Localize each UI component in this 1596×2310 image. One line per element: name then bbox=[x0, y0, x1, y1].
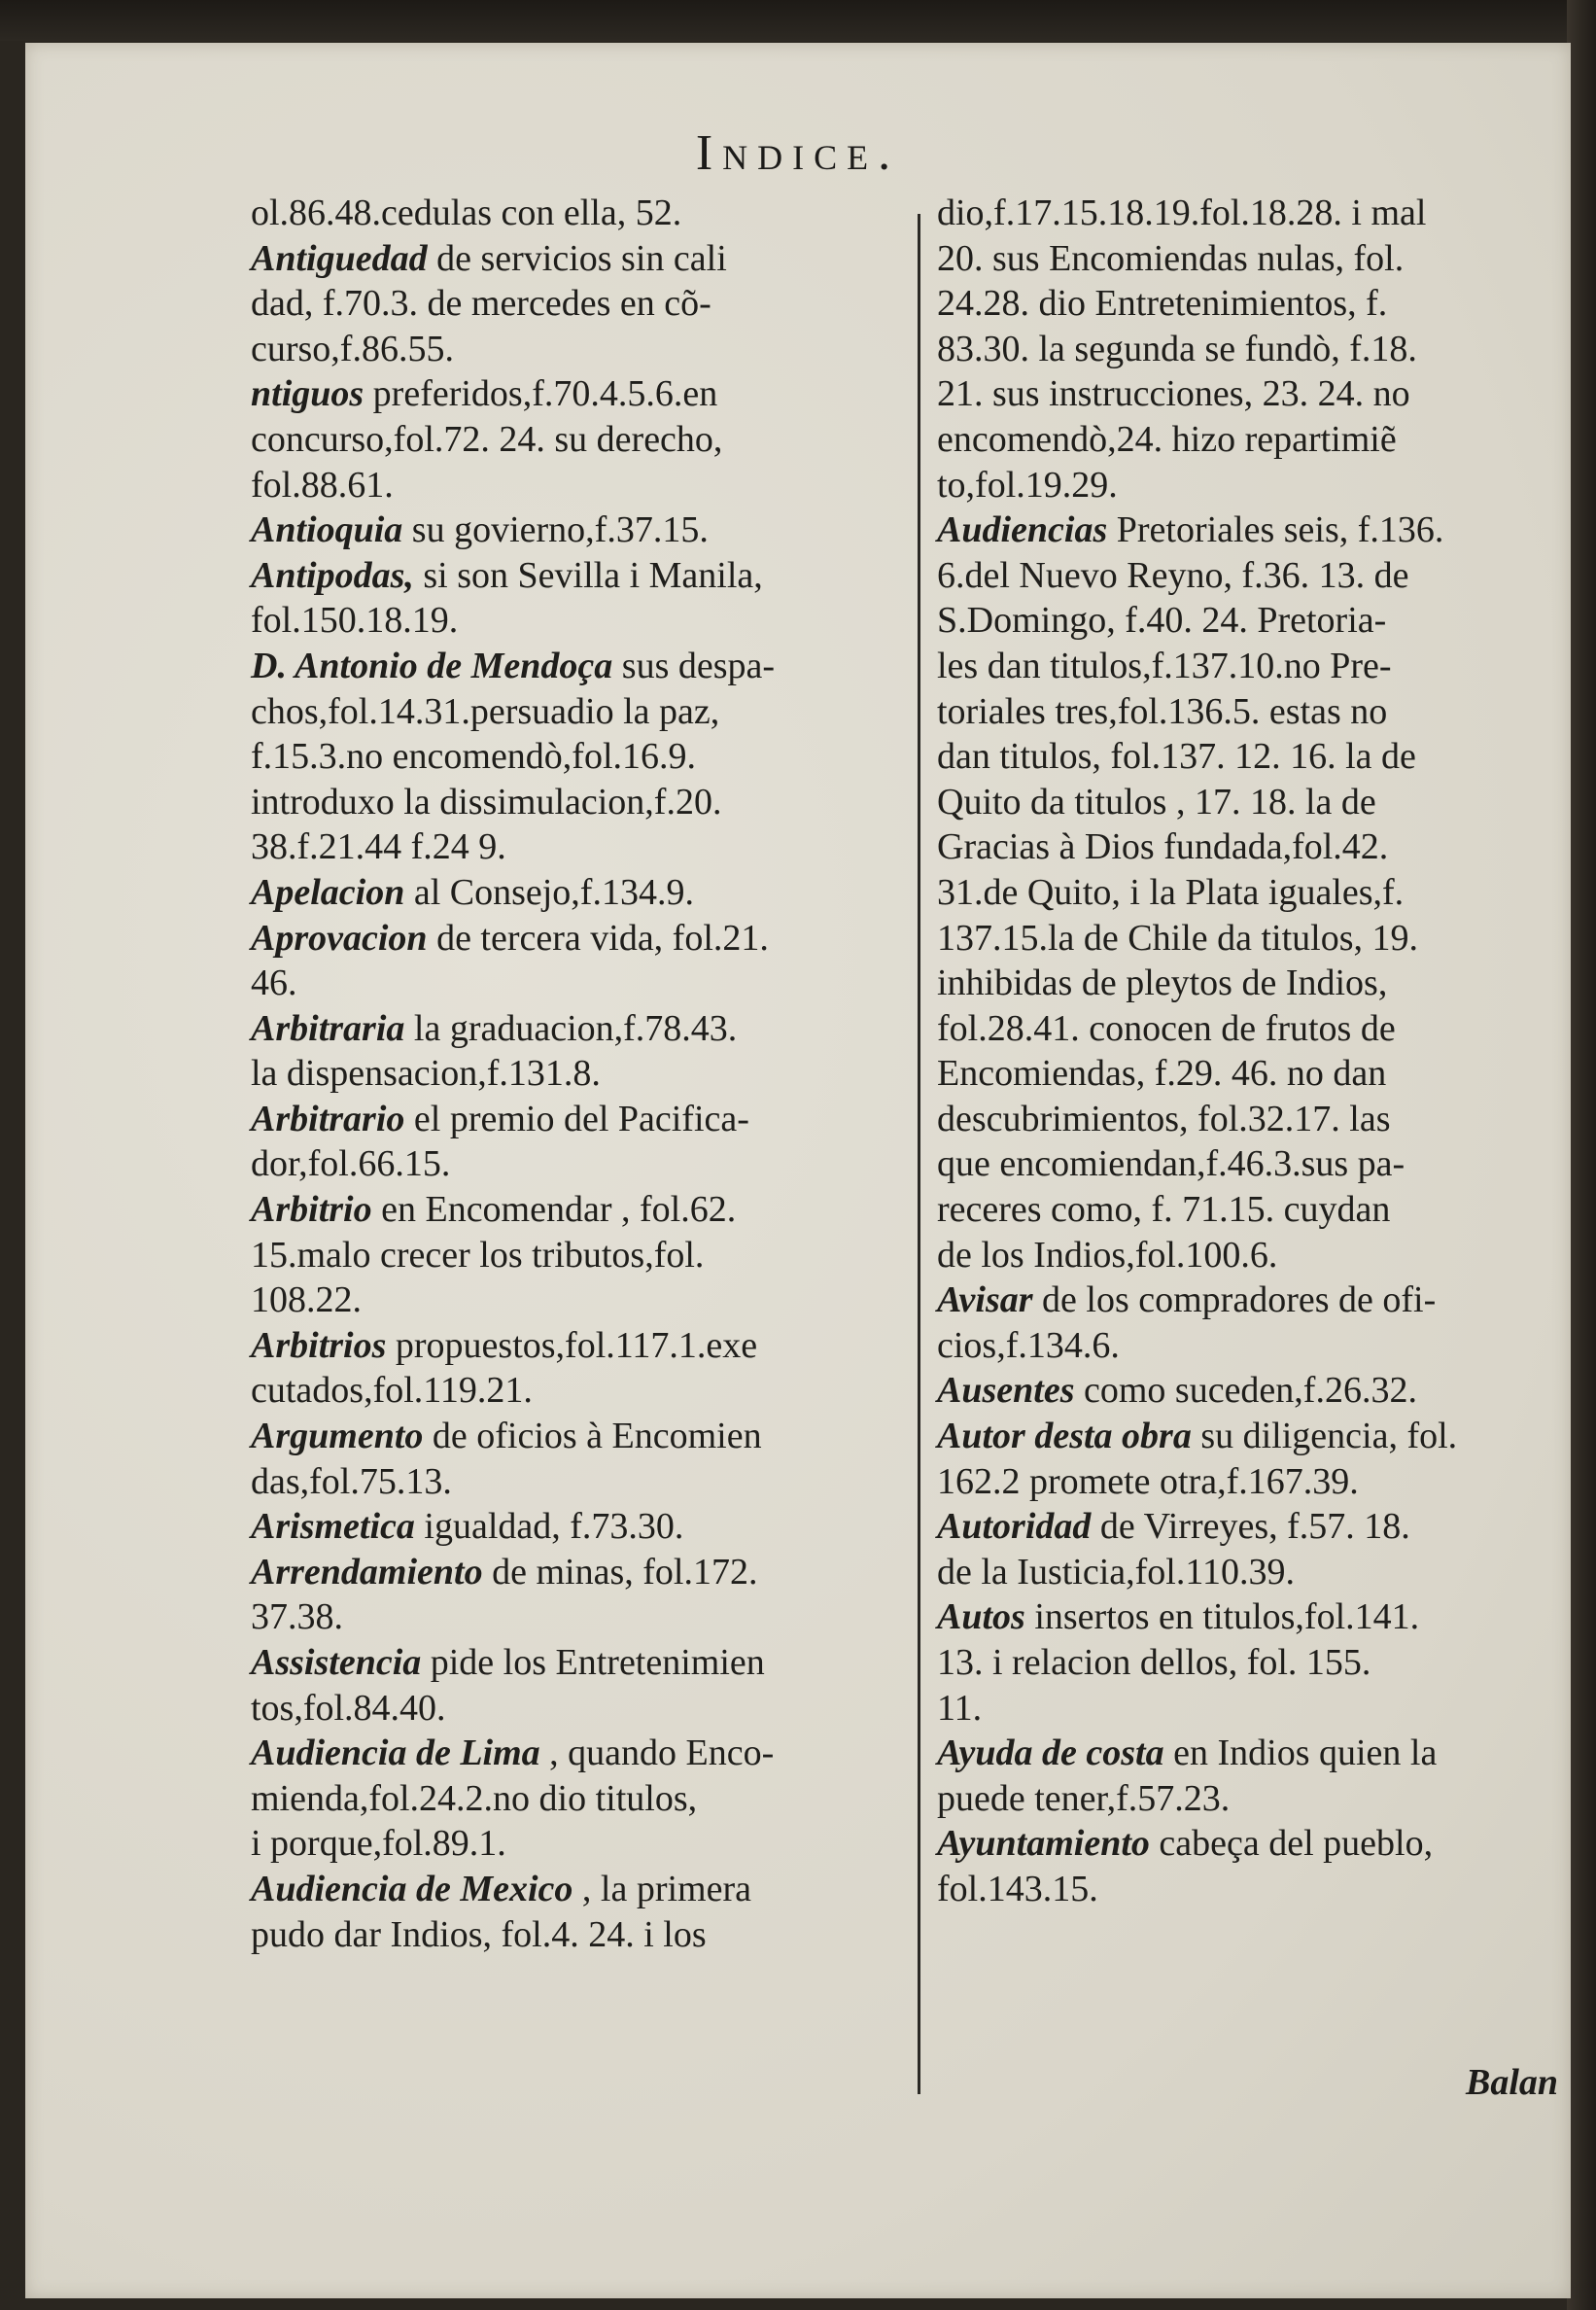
entry-line bbox=[937, 598, 1588, 644]
entry-text: 46. bbox=[251, 962, 297, 1004]
entry-text: pudo dar Indios, fol.4. 24. i los bbox=[251, 1913, 707, 1955]
entry-headword: Antipodas, bbox=[251, 554, 414, 596]
entry-text: 20. sus Encomiendas nulas, fol. bbox=[937, 237, 1405, 279]
entry-headword: Ayuda de costa bbox=[937, 1732, 1164, 1774]
scan-background-top bbox=[0, 0, 1596, 41]
entry-line bbox=[937, 508, 1588, 553]
entry-text: en Indios quien la bbox=[1173, 1732, 1438, 1774]
entry-headword: ntiguos bbox=[251, 373, 364, 415]
entry-headword: Arbitrios bbox=[251, 1324, 387, 1366]
index-entry bbox=[937, 1278, 1588, 1368]
entry-line bbox=[251, 1187, 904, 1233]
entry-text: el premio del Pacifica- bbox=[413, 1098, 749, 1139]
entry-line bbox=[937, 1594, 1588, 1640]
entry-text: de minas, fol.172. bbox=[492, 1551, 758, 1592]
entry-headword: Arbitrario bbox=[251, 1098, 405, 1139]
entry-headword: Apelacion bbox=[251, 871, 405, 913]
entry-line bbox=[937, 734, 1588, 780]
entry-line bbox=[937, 824, 1588, 870]
entry-text: de Virreyes, f.57. 18. bbox=[1099, 1506, 1410, 1548]
entry-text: de oficios à Encomien bbox=[432, 1416, 762, 1457]
entry-line bbox=[251, 1368, 904, 1414]
entry-text: 37.38. bbox=[251, 1596, 343, 1638]
entry-text: , quando Enco- bbox=[549, 1732, 775, 1774]
entry-text: Pretoriales seis, f.136. bbox=[1116, 509, 1444, 551]
entry-text: 108.22. bbox=[251, 1279, 362, 1321]
index-entry bbox=[251, 1640, 904, 1731]
entry-text: dan titulos, fol.137. 12. 16. la de bbox=[937, 736, 1416, 778]
entry-line bbox=[937, 780, 1588, 825]
entry-line bbox=[251, 1414, 904, 1459]
entry-text: to,fol.19.29. bbox=[937, 464, 1118, 506]
entry-text: de tercera vida, fol.21. bbox=[436, 917, 769, 959]
entry-line bbox=[937, 327, 1588, 372]
entry-text: das,fol.75.13. bbox=[251, 1460, 452, 1502]
index-entry bbox=[251, 371, 904, 508]
entry-text: su govierno,f.37.15. bbox=[411, 509, 709, 551]
entry-text: dad, f.70.3. de mercedes en cõ- bbox=[251, 283, 711, 325]
entry-line bbox=[251, 508, 904, 553]
entry-line bbox=[251, 327, 904, 372]
index-entry bbox=[937, 508, 1588, 1278]
entry-line bbox=[251, 1776, 904, 1822]
index-entry bbox=[251, 916, 904, 1006]
entry-text: ol.86.48.cedulas con ella, 52. bbox=[251, 192, 682, 233]
index-entry bbox=[251, 644, 904, 870]
index-entry bbox=[251, 1867, 904, 1957]
entry-line bbox=[937, 1459, 1588, 1505]
entry-line bbox=[937, 371, 1588, 417]
entry-headword: Autos bbox=[937, 1596, 1025, 1638]
column-divider bbox=[918, 214, 920, 2094]
entry-line bbox=[251, 1594, 904, 1640]
entry-line bbox=[937, 1141, 1588, 1187]
index-entry bbox=[251, 1731, 904, 1867]
entry-line bbox=[937, 689, 1588, 735]
entry-line bbox=[251, 281, 904, 327]
entry-headword: Arismetica bbox=[251, 1506, 415, 1548]
index-entry bbox=[937, 1504, 1588, 1594]
entry-line bbox=[937, 236, 1588, 282]
entry-text: cutados,fol.119.21. bbox=[251, 1370, 533, 1412]
index-entry bbox=[251, 236, 904, 372]
entry-headword: Aprovacion bbox=[251, 917, 428, 959]
entry-headword: Ayuntamiento bbox=[937, 1823, 1150, 1865]
entry-text: f.15.3.no encomendò,fol.16.9. bbox=[251, 736, 697, 778]
entry-headword: Audiencia de Lima bbox=[251, 1732, 540, 1774]
entry-line bbox=[251, 689, 904, 735]
entry-headword: Arrendamiento bbox=[251, 1551, 483, 1592]
entry-line bbox=[937, 1776, 1588, 1822]
entry-line bbox=[251, 1912, 904, 1958]
entry-text: propuestos,fol.117.1.exe bbox=[395, 1324, 758, 1366]
entry-text: que encomiendan,f.46.3.sus pa- bbox=[937, 1143, 1405, 1185]
index-entry bbox=[937, 1368, 1588, 1414]
entry-text: introduxo la dissimulacion,f.20. bbox=[251, 781, 722, 822]
index-entry bbox=[251, 870, 904, 916]
entry-line bbox=[937, 553, 1588, 599]
entry-text: 21. sus instrucciones, 23. 24. no bbox=[937, 373, 1410, 415]
entry-text: , la primera bbox=[581, 1868, 751, 1909]
entry-headword: Arbitraria bbox=[251, 1007, 405, 1049]
entry-line bbox=[251, 417, 904, 463]
index-entry bbox=[251, 508, 904, 553]
entry-text: toriales tres,fol.136.5. estas no bbox=[937, 690, 1388, 732]
entry-line bbox=[251, 191, 904, 236]
entry-text: de los compradores de ofi- bbox=[1042, 1279, 1437, 1321]
entry-headword: Assistencia bbox=[251, 1642, 422, 1683]
entry-text: 38.f.21.44 f.24 9. bbox=[251, 826, 506, 868]
entry-text: igualdad, f.73.30. bbox=[424, 1506, 684, 1548]
entry-text: fol.88.61. bbox=[251, 464, 394, 506]
entry-line bbox=[251, 916, 904, 962]
entry-line bbox=[937, 1368, 1588, 1414]
entry-text: 31.de Quito, i la Plata iguales,f. bbox=[937, 871, 1405, 913]
entry-headword: Autor desta obra bbox=[937, 1416, 1192, 1457]
entry-text: 6.del Nuevo Reyno, f.36. 13. de bbox=[937, 554, 1409, 596]
entry-line bbox=[937, 1051, 1588, 1097]
entry-headword: Antiguedad bbox=[251, 237, 428, 279]
entry-text: como suceden,f.26.32. bbox=[1083, 1370, 1417, 1412]
entry-text: mienda,fol.24.2.no dio titulos, bbox=[251, 1777, 698, 1819]
entry-text: 137.15.la de Chile da titulos, 19. bbox=[937, 917, 1419, 959]
entry-headword: Arbitrio bbox=[251, 1189, 372, 1231]
entry-text: encomendò,24. hizo repartimiẽ bbox=[937, 418, 1397, 460]
index-entry bbox=[251, 1187, 904, 1323]
entry-text: descubrimientos, fol.32.17. las bbox=[937, 1098, 1391, 1139]
entry-line bbox=[251, 644, 904, 689]
entry-line bbox=[937, 417, 1588, 463]
entry-line bbox=[937, 1821, 1588, 1867]
entry-text: 15.malo crecer los tributos,fol. bbox=[251, 1234, 705, 1276]
entry-text: de los Indios,fol.100.6. bbox=[937, 1234, 1278, 1276]
entry-line bbox=[937, 1006, 1588, 1052]
entry-line bbox=[937, 191, 1588, 236]
entry-line bbox=[937, 916, 1588, 962]
index-entry bbox=[937, 1821, 1588, 1911]
entry-line bbox=[251, 1278, 904, 1323]
entry-line bbox=[251, 1051, 904, 1097]
index-entry bbox=[251, 1414, 904, 1504]
entry-line bbox=[251, 1141, 904, 1187]
entry-headword: Antioquia bbox=[251, 509, 403, 551]
entry-line bbox=[937, 1414, 1588, 1459]
index-entry bbox=[937, 1731, 1588, 1821]
entry-line bbox=[251, 553, 904, 599]
entry-line bbox=[251, 1504, 904, 1550]
entry-headword: Argumento bbox=[251, 1416, 424, 1457]
entry-line bbox=[937, 1731, 1588, 1776]
entry-headword: Avisar bbox=[937, 1279, 1033, 1321]
index-entry bbox=[937, 191, 1588, 508]
entry-text: 13. i relacion dellos, fol. 155. bbox=[937, 1642, 1371, 1683]
entry-headword: Ausentes bbox=[937, 1370, 1075, 1412]
entry-text: receres como, f. 71.15. cuydan bbox=[937, 1189, 1391, 1231]
right-column bbox=[937, 191, 1588, 1912]
entry-text: concurso,fol.72. 24. su derecho, bbox=[251, 418, 723, 460]
entry-line bbox=[251, 1323, 904, 1369]
entry-line bbox=[937, 1686, 1588, 1732]
entry-text: 11. bbox=[937, 1687, 983, 1729]
entry-line bbox=[251, 780, 904, 825]
entry-line bbox=[937, 1187, 1588, 1233]
entry-text: de la Iusticia,fol.110.39. bbox=[937, 1551, 1295, 1592]
entry-headword: Autoridad bbox=[937, 1506, 1092, 1548]
entry-line bbox=[251, 1459, 904, 1505]
index-entry bbox=[251, 1097, 904, 1187]
index-entry bbox=[251, 1504, 904, 1550]
entry-line bbox=[251, 463, 904, 508]
entry-text: preferidos,f.70.4.5.6.en bbox=[372, 373, 718, 415]
entry-headword: Audiencias bbox=[937, 509, 1108, 551]
entry-line bbox=[937, 1323, 1588, 1369]
entry-headword: Audiencia de Mexico bbox=[251, 1868, 573, 1909]
entry-text: S.Domingo, f.40. 24. Pretoria- bbox=[937, 600, 1387, 642]
entry-line bbox=[937, 1640, 1588, 1686]
entry-line bbox=[937, 1097, 1588, 1142]
left-column bbox=[251, 191, 904, 1957]
entry-line bbox=[251, 961, 904, 1006]
entry-line bbox=[937, 1504, 1588, 1550]
entry-text: insertos en titulos,fol.141. bbox=[1034, 1596, 1420, 1638]
entry-text: 83.30. la segunda se fundò, f.18. bbox=[937, 328, 1417, 369]
entry-text: Quito da titulos , 17. 18. la de bbox=[937, 781, 1376, 822]
entry-text: cios,f.134.6. bbox=[937, 1324, 1120, 1366]
entry-text: les dan titulos,f.137.10.no Pre- bbox=[937, 645, 1392, 686]
entry-text: 162.2 promete otra,f.167.39. bbox=[937, 1460, 1359, 1502]
entry-text: i porque,fol.89.1. bbox=[251, 1823, 506, 1865]
entry-line bbox=[251, 1006, 904, 1052]
entry-text: curso,f.86.55. bbox=[251, 328, 454, 369]
entry-text: Encomiendas, f.29. 46. no dan bbox=[937, 1053, 1387, 1095]
index-entry bbox=[251, 1550, 904, 1640]
entry-text: pide los Entretenimien bbox=[430, 1642, 765, 1683]
entry-line bbox=[251, 1686, 904, 1732]
entry-line bbox=[251, 1097, 904, 1142]
entry-text: fol.143.15. bbox=[937, 1868, 1098, 1909]
entry-text: dio,f.17.15.18.19.fol.18.28. i mal bbox=[937, 192, 1427, 233]
entry-line bbox=[937, 463, 1588, 508]
entry-line bbox=[251, 598, 904, 644]
entry-text: puede tener,f.57.23. bbox=[937, 1777, 1231, 1819]
entry-line bbox=[251, 371, 904, 417]
entry-line bbox=[937, 1278, 1588, 1323]
entry-line bbox=[251, 1821, 904, 1867]
index-entry bbox=[251, 553, 904, 644]
index-entry bbox=[251, 1323, 904, 1414]
catchword: Balan bbox=[1466, 2062, 1559, 2103]
entry-line bbox=[251, 1867, 904, 1912]
entry-text: 24.28. dio Entretenimientos, f. bbox=[937, 283, 1388, 325]
entry-text: sus despa- bbox=[621, 645, 776, 686]
entry-headword: D. Antonio de Mendoça bbox=[251, 645, 613, 686]
entry-text: su diligencia, fol. bbox=[1200, 1416, 1458, 1457]
entry-text: la dispensacion,f.131.8. bbox=[251, 1053, 601, 1095]
entry-text: dor,fol.66.15. bbox=[251, 1143, 451, 1185]
index-entry bbox=[251, 191, 904, 236]
entry-line bbox=[937, 281, 1588, 327]
entry-text: al Consejo,f.134.9. bbox=[413, 871, 694, 913]
entry-line bbox=[251, 1731, 904, 1776]
entry-text: cabeça del pueblo, bbox=[1159, 1823, 1434, 1865]
entry-text: fol.28.41. conocen de frutos de bbox=[937, 1007, 1396, 1049]
entry-line bbox=[251, 734, 904, 780]
entry-line bbox=[251, 1233, 904, 1278]
entry-line bbox=[937, 644, 1588, 689]
entry-line bbox=[251, 236, 904, 282]
entry-text: fol.150.18.19. bbox=[251, 600, 459, 642]
entry-text: de servicios sin cali bbox=[436, 237, 727, 279]
entry-text: la graduacion,f.78.43. bbox=[413, 1007, 738, 1049]
entry-text: tos,fol.84.40. bbox=[251, 1687, 446, 1729]
entry-text: chos,fol.14.31.persuadio la paz, bbox=[251, 690, 720, 732]
entry-line bbox=[251, 1550, 904, 1595]
entry-line bbox=[937, 1867, 1588, 1912]
entry-text: en Encomendar , fol.62. bbox=[381, 1189, 737, 1231]
entry-line bbox=[251, 1640, 904, 1686]
index-entry bbox=[251, 1006, 904, 1097]
entry-line bbox=[251, 824, 904, 870]
entry-line bbox=[251, 870, 904, 916]
index-entry bbox=[937, 1414, 1588, 1504]
entry-line bbox=[937, 961, 1588, 1006]
entry-line bbox=[937, 870, 1588, 916]
entry-line bbox=[937, 1550, 1588, 1595]
entry-text: si son Sevilla i Manila, bbox=[423, 554, 763, 596]
entry-text: inhibidas de pleytos de Indios, bbox=[937, 962, 1388, 1004]
entry-text: Gracias à Dios fundada,fol.42. bbox=[937, 826, 1389, 868]
page-header: Indice. bbox=[695, 125, 901, 181]
index-entry bbox=[937, 1594, 1588, 1731]
entry-line bbox=[937, 1233, 1588, 1278]
